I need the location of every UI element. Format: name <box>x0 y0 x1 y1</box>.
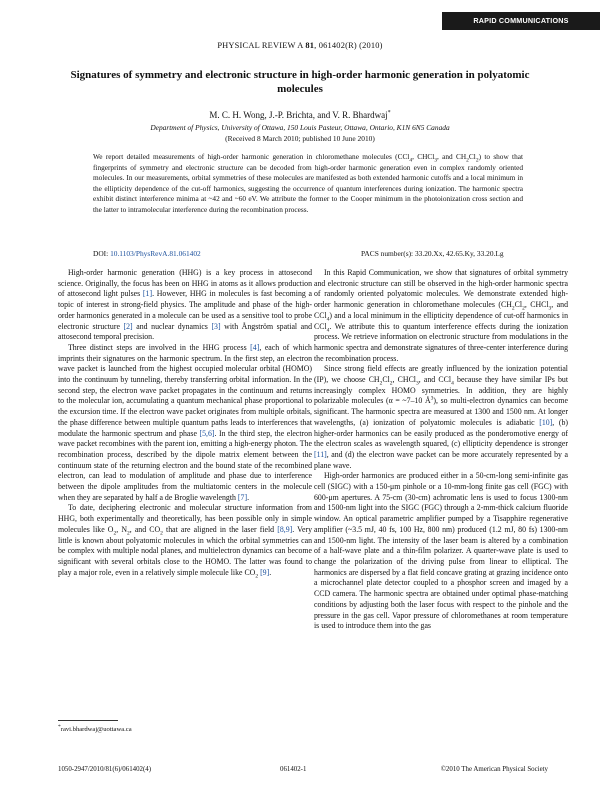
journal-header <box>0 41 600 50</box>
rapid-communications-tag: RAPID COMMUNICATIONS <box>442 12 600 30</box>
pacs-label: PACS number(s): <box>361 249 414 258</box>
journal-name: PHYSICAL REVIEW A <box>217 41 304 50</box>
doi-line <box>93 249 201 258</box>
paragraph: To date, deciphering electronic and molecular structure information from HHG, both experimentally and theoretically, has been possible only in simple molecules like $O_2$, $N_2$, and $CO_2$ that are aligned in the laser field [8,9]. Very little is known about polyatomic molecules in which the orbital symmetries can be complex with multiple nodal planes, and multielectron dynamics can become significant with several orbitals close to the HOMO. The latter was found to play a major role, even in a relatively simple molecule like $CO_2$ [9]. <box>58 503 312 580</box>
footnote-mark: * <box>58 723 61 730</box>
footnote <box>58 723 132 733</box>
affiliation: Department of Physics, University of Ottawa, 150 Louis Pasteur, Ottawa, Ontario, K1N 6N5 Canada <box>150 123 450 132</box>
received-dates: (Received 8 March 2010; published 10 June 2010) <box>225 134 375 143</box>
paragraph: High-order harmonics are produced either in a 50-cm-long semi-infinite gas cell (SIGC) with a 150-μm pinhole or a 10-mm-long finite gas cell (FGC) with 600-μm apertures. A 75-cm (30-cm) achromatic lens is used to focus 1300-nm and 1500-nm light into the SIGC (FGC) through a 2-mm-thick calcium fluoride window. An optical parametric amplifier pumped by a Tisapphire regenerative amplifier (~3.5 mJ, 40 fs, 100 Hz, 800 nm) produced (1.2 mJ, 80 fs) 1300-nm and 1500-nm light. The intensity of the laser beam is altered by a combination of a half-wave plate and a thin-film polarizer. A quarter-wave plate is used to change the polarization of the driving pulse from linear to elliptical. The harmonics are dispersed by a flat field concave grating at grazing incidence onto a microchannel plate detector coupled to a phosphor screen and imaged by a CCD camera. The harmonic spectra are obtained under optimal phase-matching conditions by adjusting both the laser focus with respect to the pinhole and the pressure in the gas cell. Vapor pressure of chloromethanes at room temperature is used to introduce them into the gas <box>314 471 568 631</box>
page-number: 061402-1 <box>280 766 307 773</box>
corresponding-email[interactable]: ravi.bhardwaj@uottawa.ca <box>60 726 132 733</box>
article-title: Signatures of symmetry and electronic structure in high-order harmonic generation in polyatomic molecules <box>70 69 530 95</box>
author-line <box>0 110 600 120</box>
copyright: ©2010 The American Physical Society <box>440 766 548 773</box>
right-column <box>314 268 568 632</box>
doi-link[interactable]: 10.1103/PhysRevA.81.061402 <box>110 249 201 258</box>
abstract: We report detailed measurements of high-order harmonic generation in chloromethane molecules (CCl$_4$, CHCl$_3$, and $CH_2Cl_2$) to show that fingerprints of symmetry and electronic structure can be decoded from high-order harmonic generation even in complex randomly oriented molecules. In our measurements, orbital symmetries of these molecules are manifested as both extended harmonic cutoffs and a local minimum in the ellipticity dependence of the cut-off harmonics, suggesting the occurrence of quantum interferences during ionization. The harmonic spectra exhibit distinct interference minima at ~42 and ~60 eV. We attribute the former to the Cooper minimum in the photoionization cross section and the latter to intramolecular interference during the recombination process. <box>93 152 523 214</box>
pacs-line <box>361 249 504 258</box>
pacs-numbers: 33.20.Xx, 42.65.Ky, 33.20.Lg <box>414 249 504 258</box>
paragraph: Since strong field effects are greatly influenced by the ionization potential (IP), we choose $CH_2Cl_2$, CHCl$_3$, and CCl$_4$ because they have similar IPs but increasingly complex HOMO symmetries. In addition, they are highly polarizable molecules (α = ~7–10 $Å^3$), so multi-electron dynamics can become significant. The harmonic spectra are measured at 1300 and 1500 nm. At longer wavelengths, (a) ionization of polyatomic molecules is adiabatic [10], (b) higher-order harmonics can be easily produced as the ponderomotive energy of the electron scales as wavelength squared, (c) ellipticity dependence is stronger [11], and (d) the electron wave packet can be more accurately represented by a plane wave. <box>314 364 568 470</box>
paragraph: In this Rapid Communication, we show that signatures of orbital symmetry and electronic structure can still be observed in the high-order harmonic spectra of randomly oriented polyatomic molecules. We demonstrate extended high-order harmonic generation in chloromethane molecules ($CH_2Cl_2$, CHCl$_3$, and CCl$_4$) and a local minimum in the ellipticity dependence of cut-off harmonics in CCl$_4$. We attribute this to quantum interference effects during the ionization process. We retrieve information on electronic structure from modulations in the harmonic spectra and demonstrate signatures of three-center interference during the recombination process. <box>314 268 568 363</box>
journal-volume: 81 <box>305 41 315 50</box>
authors: M. C. H. Wong, J.-P. Brichta, and V. R. Bhardwaj <box>209 110 388 120</box>
paragraph: High-order harmonic generation (HHG) is a key process in attosecond science. Originally, the focus has been on HHG in atoms as it allows production of attosecond light pulses [1]. However, HHG in molecules is fast becoming a topic of interest in strong-field physics. The amplitude and phase of the high-order harmonics generated in a molecule can be used as a sensitive tool to probe electronic structure [2] and nuclear dynamics [3] with Ångström spatial and attosecond temporal precision. <box>58 268 313 342</box>
issn-code: 1050-2947/2010/81(6)/061402(4) <box>58 766 152 773</box>
paragraph: Three distinct steps are involved in the HHG process [4], each of which imprints their signatures on the harmonic spectrum. In the first step, an electron wave packet is launched from the highest occupied molecular orbital (HOMO) into the continuum by tunneling, thereby transferring orbital information. In the second step, the electron wave packet propagates in the continuum and returns to the molecular ion, accumulating a quantum mechanical phase proportional to the excursion time. If the electron wave packet originates from multiple orbitals, the phase difference between multiple quantum paths leads to interferences that modulate the harmonic spectrum and phase [5,6]. In the third step, the electron wave packet recombines with the parent ion, emitting a high-energy photon. The recombination process, described by the dipole matrix element between the continuum state of the returning electron and the bound state of the recombined electron, can lead to modulation of amplitude and phase due to interference between the dipole amplitudes from the multiatomic centers in the molecule when they are separated by half a de Broglie wavelength [7]. <box>58 342 312 502</box>
author-footnote-mark[interactable]: * <box>387 110 391 116</box>
left-column <box>58 268 312 578</box>
journal-citation: , 061402(R) (2010) <box>314 41 383 50</box>
footnote-divider <box>58 720 118 721</box>
doi-label: DOI: <box>93 249 109 258</box>
